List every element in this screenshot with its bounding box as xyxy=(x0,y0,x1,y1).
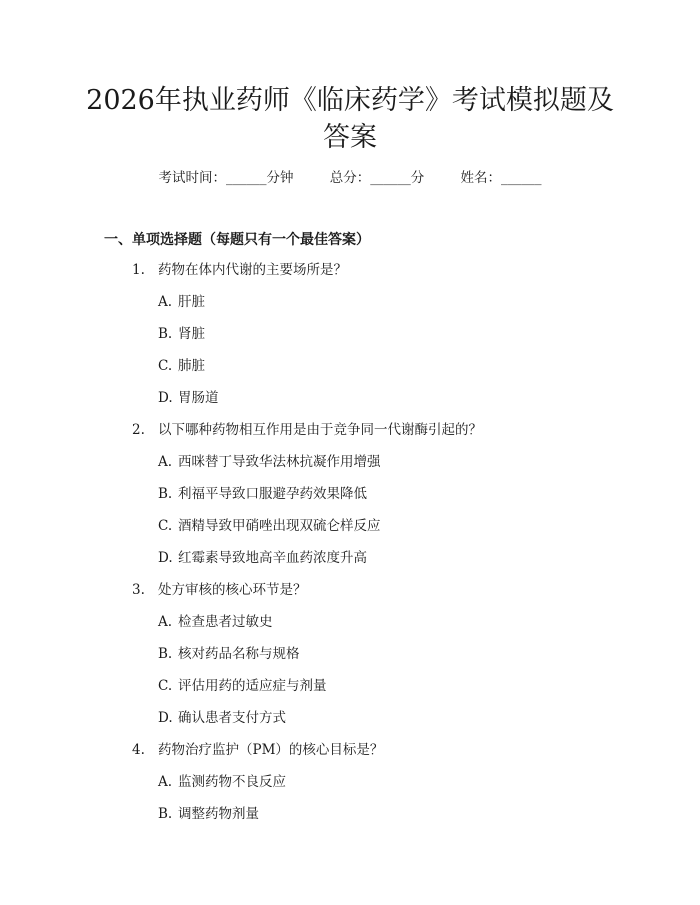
question-stem xyxy=(0,258,700,290)
option-letter: C. xyxy=(158,678,173,694)
option-text: 胃肠道 xyxy=(178,390,219,406)
question-list xyxy=(0,258,700,834)
option-text: 西咪替丁导致华法林抗凝作用增强 xyxy=(178,454,381,470)
option-text: 确认患者支付方式 xyxy=(178,710,286,726)
exam-time-field xyxy=(158,168,293,188)
option-text: 红霉素导致地高辛血药浓度升高 xyxy=(178,550,367,566)
question-text: 药物在体内代谢的主要场所是？ xyxy=(158,262,347,278)
option-letter: A. xyxy=(158,294,173,310)
option-text: 检查患者过敏史 xyxy=(178,614,273,630)
question-4 xyxy=(0,738,700,834)
name-field xyxy=(461,168,542,188)
option-text: 肾脏 xyxy=(178,326,205,342)
option-letter: C. xyxy=(158,358,173,374)
option-letter: B. xyxy=(158,486,173,502)
answer-option xyxy=(0,290,700,322)
answer-option xyxy=(0,610,700,642)
question-3 xyxy=(0,578,700,738)
option-letter: C. xyxy=(158,518,173,534)
answer-option xyxy=(0,546,700,578)
question-2 xyxy=(0,418,700,578)
exam-time-blank: ______ xyxy=(225,170,267,186)
answer-option xyxy=(0,514,700,546)
name-label: 姓名： xyxy=(460,170,502,186)
answer-option xyxy=(0,770,700,802)
name-blank: ______ xyxy=(501,170,542,186)
question-number: 1. xyxy=(132,262,145,278)
answer-option xyxy=(0,354,700,386)
option-letter: D. xyxy=(158,390,173,406)
answer-option xyxy=(0,386,700,418)
answer-option xyxy=(0,450,700,482)
option-text: 调整药物剂量 xyxy=(178,806,259,822)
question-number: 2. xyxy=(132,422,145,438)
question-stem xyxy=(0,578,700,610)
option-text: 利福平导致口服避孕药效果降低 xyxy=(178,486,367,502)
option-letter: A. xyxy=(158,774,173,790)
option-text: 核对药品名称与规格 xyxy=(178,646,300,662)
option-letter: A. xyxy=(158,614,173,630)
answer-option xyxy=(0,482,700,514)
option-text: 肝脏 xyxy=(178,294,205,310)
question-stem xyxy=(0,738,700,770)
section-heading: 一、单项选择题（每题只有一个最佳答案） xyxy=(104,232,370,248)
question-number: 3. xyxy=(132,582,145,598)
question-text: 处方审核的核心环节是？ xyxy=(158,582,307,598)
option-text: 监测药物不良反应 xyxy=(178,774,286,790)
total-score-label: 总分： xyxy=(329,170,371,186)
option-text: 酒精导致甲硝唑出现双硫仑样反应 xyxy=(178,518,381,534)
answer-option xyxy=(0,706,700,738)
option-letter: B. xyxy=(158,806,173,822)
question-stem xyxy=(0,418,700,450)
option-letter: D. xyxy=(158,550,173,566)
question-text: 药物治疗监护（PM）的核心目标是？ xyxy=(158,742,384,758)
option-text: 评估用药的适应症与剂量 xyxy=(178,678,327,694)
option-text: 肺脏 xyxy=(178,358,205,374)
question-text: 以下哪种药物相互作用是由于竞争同一代谢酶引起的？ xyxy=(158,422,482,438)
document-title: 2026年执业药师《临床药学》考试模拟题及答案 xyxy=(86,85,614,153)
question-number: 4. xyxy=(132,742,145,758)
answer-option xyxy=(0,322,700,354)
answer-option xyxy=(0,674,700,706)
exam-time-label: 考试时间： xyxy=(158,170,226,186)
option-letter: B. xyxy=(158,326,173,342)
total-score-blank: ______ xyxy=(370,170,411,186)
total-score-field xyxy=(330,168,425,188)
question-1 xyxy=(0,258,700,418)
option-letter: A. xyxy=(158,454,173,470)
exam-time-unit: 分钟 xyxy=(266,170,294,186)
exam-info-line xyxy=(0,168,700,188)
option-letter: D. xyxy=(158,710,173,726)
total-score-unit: 分 xyxy=(410,170,425,186)
answer-option xyxy=(0,802,700,834)
option-letter: B. xyxy=(158,646,173,662)
answer-option xyxy=(0,642,700,674)
